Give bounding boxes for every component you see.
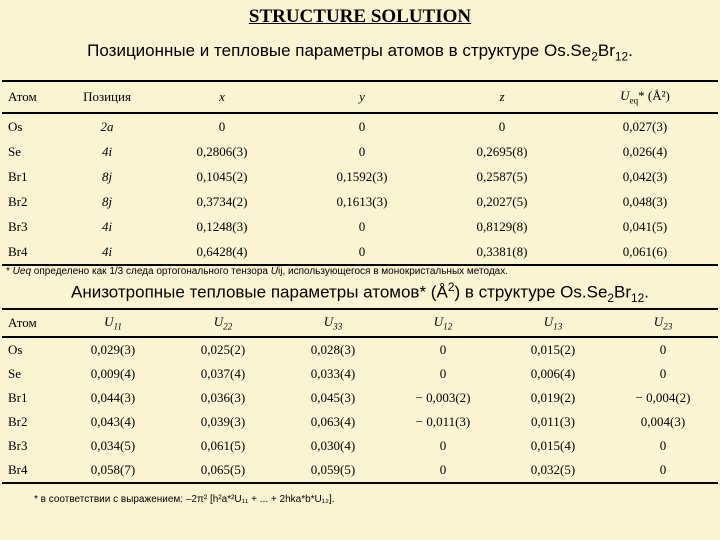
cell-atom: Se: [8, 366, 21, 381]
header-u23: $U_{23}$: [653, 314, 673, 332]
header-z: z: [499, 89, 505, 104]
table-row: [2, 164, 718, 189]
header-u33: $U_{33}$: [323, 314, 343, 332]
table-row: [2, 189, 718, 214]
table2-caption: Анизотропные тепловые параметры атомов* $(Å^2)$ в структуре $Os.Se_2Br_{12}$.: [70, 280, 650, 306]
cell-ueq: 0,027(3): [622, 118, 668, 134]
header-u22: $U_{22}$: [213, 314, 233, 332]
header-x: x: [219, 89, 225, 104]
header-ueq: $U_{eq}*$ (Å²): [620, 88, 670, 106]
cell-y: 0: [358, 118, 366, 134]
table-row: [2, 434, 718, 458]
anisotropic-parameters-table: [2, 308, 718, 484]
cell-atom: Br1: [8, 390, 28, 405]
cell-u23: 0: [659, 342, 667, 357]
table-row: [2, 362, 718, 386]
cell-u33: 0,028(3): [310, 342, 356, 357]
cell-u22: 0,037(4): [200, 366, 246, 381]
cell-atom: Os: [8, 118, 23, 134]
cell-u11: 0,044(3): [90, 390, 136, 405]
cell-u13: 0,006(4): [530, 366, 576, 381]
header-atom: Атом: [8, 89, 37, 104]
cell-atom: Br2: [8, 414, 28, 429]
cell-u13: 0,032(5): [530, 462, 576, 477]
cell-u11: 0,009(4): [90, 366, 136, 381]
cell-y: 0: [358, 218, 366, 234]
cell-u22: 0,061(5): [200, 438, 246, 453]
header-y: y: [359, 89, 365, 104]
cell-u23: 0: [659, 366, 667, 381]
cell-ueq: 0,026(4): [622, 143, 668, 159]
cell-atom: Br3: [8, 218, 28, 234]
cell-y: 0: [358, 143, 366, 159]
cell-ueq: 0,041(5): [622, 218, 668, 234]
cell-atom: Br1: [8, 168, 28, 184]
cell-position: 4i: [101, 143, 113, 159]
cell-z: 0: [498, 118, 506, 134]
header-u11: $U_{11}$: [104, 314, 122, 332]
cell-atom: Br3: [8, 438, 28, 453]
positional-parameters-table: [2, 80, 718, 266]
cell-u13: 0,015(2): [530, 342, 576, 357]
table-row: [2, 410, 718, 434]
table-header-row: [2, 309, 718, 337]
cell-y: 0,1613(3): [336, 193, 388, 209]
cell-u33: 0,059(5): [310, 462, 356, 477]
header-u13: $U_{13}$: [543, 314, 563, 332]
cell-u11: 0,029(3): [90, 342, 136, 357]
table-row: [2, 214, 718, 239]
cell-u33: 0,045(3): [310, 390, 356, 405]
cell-x: 0,1248(3): [196, 218, 248, 234]
cell-u12: 0: [439, 366, 447, 381]
table-row: [2, 239, 718, 265]
table-row: [2, 139, 718, 164]
cell-u23: 0: [659, 462, 667, 477]
cell-u22: 0,025(2): [200, 342, 246, 357]
cell-x: 0: [218, 118, 226, 134]
cell-z: 0,8129(8): [476, 218, 528, 234]
cell-z: 0,2027(5): [476, 193, 528, 209]
cell-position: 4i: [101, 243, 113, 259]
cell-y: 0,1592(3): [336, 168, 388, 184]
cell-atom: Br4: [8, 462, 28, 477]
table1-caption: Позиционные и тепловые параметры атомов в структуре $Os.Se_2Br_{12}$.: [87, 41, 633, 64]
cell-z: 0,2587(5): [476, 168, 528, 184]
cell-ueq: 0,061(6): [622, 243, 668, 259]
cell-u33: 0,030(4): [310, 438, 356, 453]
cell-y: 0: [358, 243, 366, 259]
cell-atom: Br4: [8, 243, 28, 259]
table2-footnote: * в соответствии с выражением: –2π² [h²a*²U₁₁ + ... + 2hka*b*U₁₂].: [34, 494, 335, 505]
cell-atom: Os: [8, 342, 23, 357]
table-row: [2, 337, 718, 362]
cell-u23: − 0,004(2): [635, 390, 691, 405]
cell-x: 0,3734(2): [196, 193, 248, 209]
cell-u11: 0,043(4): [90, 414, 136, 429]
cell-u12: 0: [439, 438, 447, 453]
cell-u13: 0,015(4): [530, 438, 576, 453]
cell-u22: 0,039(3): [200, 414, 246, 429]
cell-u11: 0,058(7): [90, 462, 136, 477]
cell-u12: − 0,003(2): [415, 390, 471, 405]
cell-atom: Br2: [8, 193, 28, 209]
cell-u12: 0: [439, 462, 447, 477]
cell-z: 0,2695(8): [476, 143, 528, 159]
cell-u12: − 0,011(3): [415, 414, 471, 429]
cell-u13: 0,019(2): [530, 390, 576, 405]
header-atom: Атом: [8, 315, 37, 330]
cell-u23: 0: [659, 438, 667, 453]
cell-u11: 0,034(5): [90, 438, 136, 453]
header-position: Позиция: [83, 89, 131, 104]
cell-x: 0,1045(2): [196, 168, 248, 184]
page-title: STRUCTURE SOLUTION: [248, 6, 472, 27]
cell-u13: 0,011(3): [531, 414, 575, 429]
cell-u33: 0,063(4): [310, 414, 356, 429]
cell-u22: 0,036(3): [200, 390, 246, 405]
cell-u12: 0: [439, 342, 447, 357]
cell-ueq: 0,042(3): [622, 168, 668, 184]
table-row: [2, 386, 718, 410]
cell-position: 8j: [101, 193, 113, 209]
table-header-row: [2, 81, 718, 113]
table-row: [2, 458, 718, 483]
cell-u23: 0,004(3): [640, 414, 686, 429]
cell-atom: Se: [8, 143, 21, 159]
table-row: [2, 113, 718, 139]
header-u12: $U_{12}$: [433, 314, 453, 332]
cell-x: 0,6428(4): [196, 243, 248, 259]
cell-position: 4i: [101, 218, 113, 234]
cell-u22: 0,065(5): [200, 462, 246, 477]
cell-ueq: 0,048(3): [622, 193, 668, 209]
cell-position: 8j: [101, 168, 113, 184]
cell-position: 2a: [100, 118, 114, 134]
cell-u33: 0,033(4): [310, 366, 356, 381]
cell-z: 0,3381(8): [476, 243, 528, 259]
table1-footnote: * Ueq определено как 1/3 следа ортогонального тензора Uij, использующегося в монокристальных методах.: [6, 266, 508, 277]
cell-x: 0,2806(3): [196, 143, 248, 159]
